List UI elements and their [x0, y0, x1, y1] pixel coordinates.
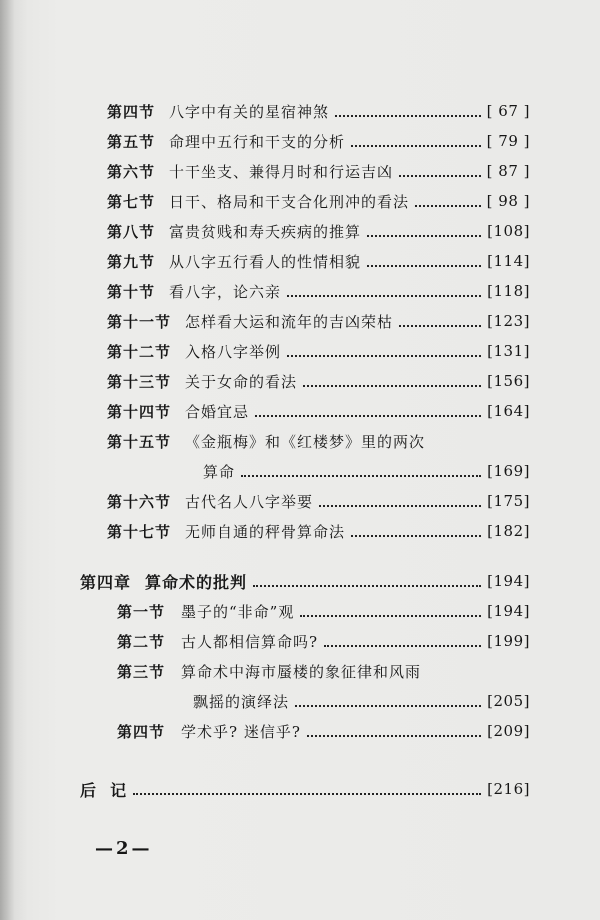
- toc-entry: [107, 156, 530, 186]
- toc-page: [118]: [487, 282, 530, 300]
- toc-title: 看八字，论六亲: [169, 282, 282, 301]
- toc-entry-continuation: [203, 456, 530, 486]
- leader-dots: [351, 143, 481, 147]
- leader-dots: [241, 473, 481, 477]
- leader-dots: [335, 113, 481, 117]
- toc-title: 十干坐支、兼得月时和行运吉凶: [169, 162, 394, 181]
- chapter-title: 算命术的批判: [145, 572, 248, 592]
- toc-page: [156]: [487, 372, 530, 390]
- leader-dots: [255, 413, 481, 417]
- toc-title: 日干、格局和干支合化刑冲的看法: [169, 192, 410, 211]
- chapter-label: 第四章: [80, 572, 132, 592]
- toc-section: 第十七节: [107, 522, 172, 541]
- toc-page: [ 87 ]: [486, 162, 530, 180]
- leader-dots: [307, 733, 481, 737]
- leader-dots: [399, 173, 481, 177]
- toc-title: 算命术中海市蜃楼的象征律和风雨: [181, 662, 422, 681]
- toc-section: 第十一节: [107, 312, 172, 331]
- toc-entry: [107, 516, 530, 546]
- leader-dots: [303, 383, 481, 387]
- toc-section: 第四节: [107, 102, 156, 121]
- leader-dots: [319, 503, 481, 507]
- toc-section: 第一节: [117, 602, 166, 621]
- toc-title: 古人都相信算命吗?: [181, 632, 319, 651]
- toc-section: 第五节: [107, 132, 156, 151]
- toc-section: 第十节: [107, 282, 156, 301]
- toc-entry: [107, 96, 530, 126]
- toc-page: [108]: [487, 222, 530, 240]
- afterword-entry: [80, 774, 530, 804]
- toc-title: 入格八字举例: [185, 342, 282, 361]
- leader-dots: [253, 583, 481, 587]
- leader-dots: [295, 703, 481, 707]
- leader-dots: [300, 613, 481, 617]
- toc-page: [209]: [487, 722, 530, 740]
- toc-entry: [117, 596, 530, 626]
- toc-section: 第三节: [117, 662, 166, 681]
- leader-dots: [367, 233, 481, 237]
- toc-title: 关于女命的看法: [185, 372, 298, 391]
- toc-title-continued: 飘摇的演绎法: [193, 692, 290, 711]
- toc-section: 第四节: [117, 722, 166, 741]
- toc-title: 怎样看大运和流年的吉凶荣枯: [185, 312, 394, 331]
- toc-entry: [117, 716, 530, 746]
- leader-dots: [367, 263, 481, 267]
- toc-entry: [107, 276, 530, 306]
- toc-title: 《金瓶梅》和《红楼梦》里的两次: [185, 432, 426, 451]
- toc-entry: [117, 626, 530, 656]
- toc-section: 第十三节: [107, 372, 172, 391]
- toc-section: 第二节: [117, 632, 166, 651]
- page-number: —2—: [95, 838, 153, 859]
- toc-title: 从八字五行看人的性情相貌: [169, 252, 362, 271]
- toc-title: 墨子的“非命”观: [181, 602, 295, 621]
- toc-section: 第十六节: [107, 492, 172, 511]
- leader-dots: [415, 203, 481, 207]
- toc-section: 第十二节: [107, 342, 172, 361]
- toc-entry: [107, 216, 530, 246]
- leader-dots: [399, 323, 481, 327]
- toc-entry: [107, 306, 530, 336]
- toc-page: [194]: [487, 572, 530, 590]
- toc-page: [ 67 ]: [486, 102, 530, 120]
- leader-dots: [287, 353, 481, 357]
- toc-page: [194]: [487, 602, 530, 620]
- toc-page: [123]: [487, 312, 530, 330]
- toc-entry: [107, 366, 530, 396]
- toc-entry: [107, 246, 530, 276]
- toc-title: 学术乎? 迷信乎?: [181, 722, 301, 741]
- toc-entry: [117, 656, 530, 686]
- toc-page: [199]: [487, 632, 530, 650]
- toc-title: 古代名人八字举要: [185, 492, 314, 511]
- toc-entry: [107, 336, 530, 366]
- toc-section: 第九节: [107, 252, 156, 271]
- toc-page: [182]: [487, 522, 530, 540]
- afterword-title: 后 记: [80, 780, 128, 800]
- toc-section: 第八节: [107, 222, 156, 241]
- toc-entry: [107, 186, 530, 216]
- toc-entry: [107, 426, 530, 456]
- toc-title: 无师自通的秤骨算命法: [185, 522, 346, 541]
- leader-dots: [133, 791, 481, 795]
- toc-section: 第六节: [107, 162, 156, 181]
- toc-entry: [107, 486, 530, 516]
- toc-section: 第十四节: [107, 402, 172, 421]
- toc-page: [216]: [487, 780, 530, 798]
- chapter-heading: [80, 566, 530, 596]
- toc-entry: [107, 126, 530, 156]
- leader-dots: [287, 293, 481, 297]
- toc-section: 第七节: [107, 192, 156, 211]
- toc-page: [131]: [487, 342, 530, 360]
- leader-dots: [324, 643, 481, 647]
- toc-entry: [107, 396, 530, 426]
- toc-page: [164]: [487, 402, 530, 420]
- toc-page: [114]: [487, 252, 530, 270]
- toc-title-continued: 算命: [203, 462, 236, 481]
- toc-section: 第十五节: [107, 432, 172, 451]
- toc-page: [169]: [487, 462, 530, 480]
- toc-title: 命理中五行和干支的分析: [169, 132, 346, 151]
- toc-entry-continuation: [193, 686, 530, 716]
- toc-page: [205]: [487, 692, 530, 710]
- leader-dots: [351, 533, 481, 537]
- toc-title: 富贵贫贱和寿夭疾病的推算: [169, 222, 362, 241]
- toc-title: 合婚宜忌: [185, 402, 250, 421]
- binding-shadow: [0, 0, 14, 920]
- toc-title: 八字中有关的星宿神煞: [169, 102, 330, 121]
- toc-page: [ 98 ]: [486, 192, 530, 210]
- toc-page: [175]: [487, 492, 530, 510]
- toc-page: [ 79 ]: [486, 132, 530, 150]
